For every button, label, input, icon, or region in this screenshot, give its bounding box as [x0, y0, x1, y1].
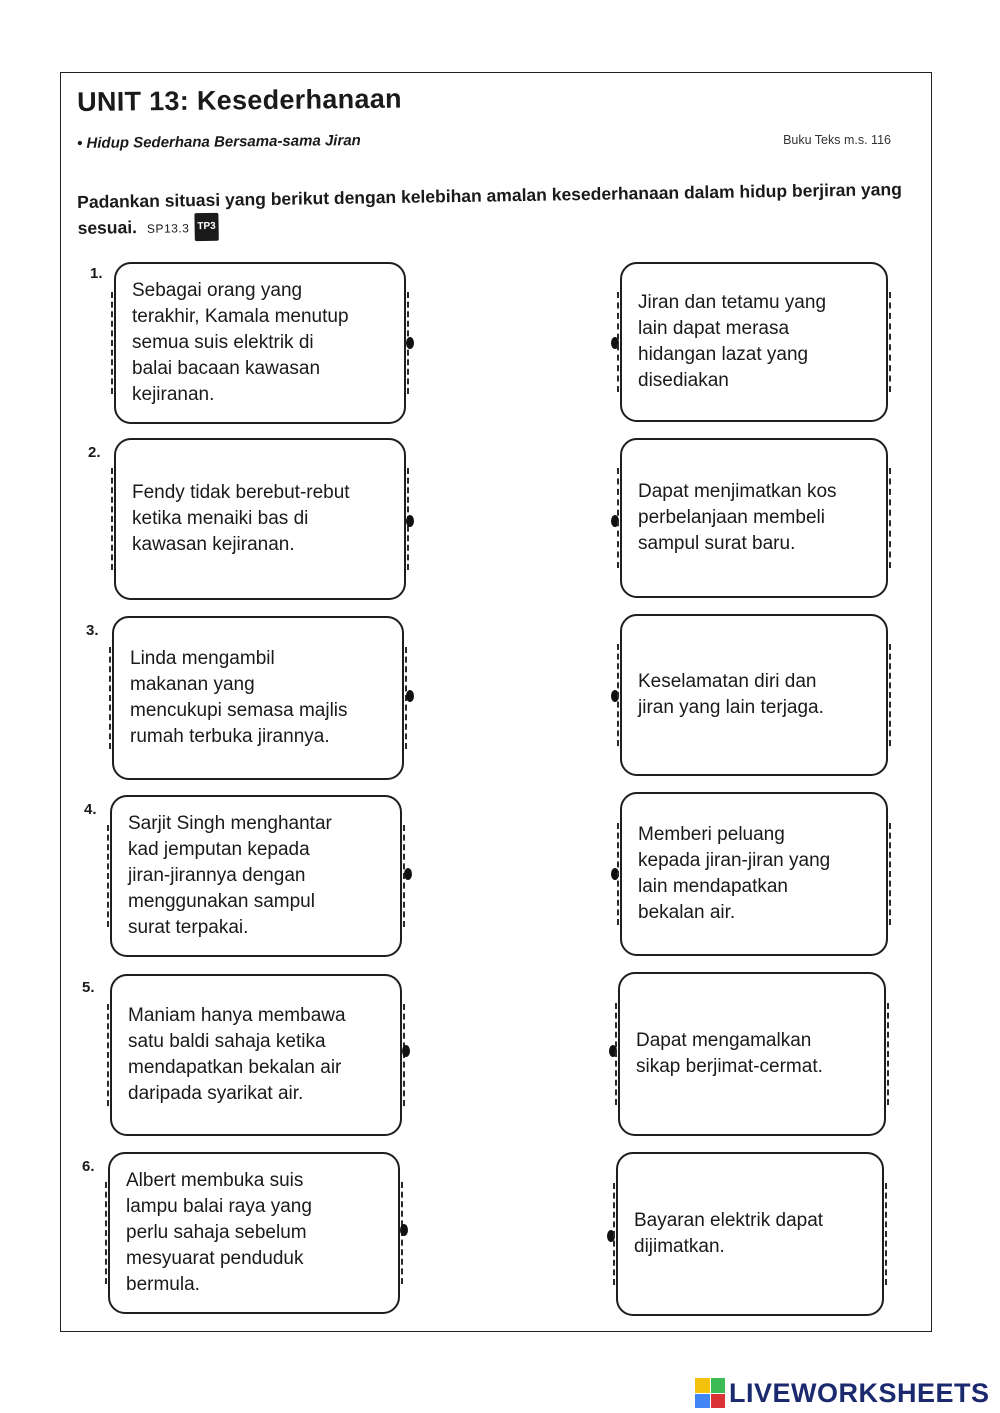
situation-card-2[interactable]: Fendy tidak berebut-rebut ketika menaiki bas di kawasan kejiranan.	[114, 438, 406, 600]
situation-card-4[interactable]: Sarjit Singh menghantar kad jemputan kepada jiran-jirannya dengan menggunakan sampul surat terpakai.	[110, 795, 402, 957]
benefit-card-3[interactable]: Keselamatan diri dan jiran yang lain terjaga.	[620, 614, 888, 776]
item-number-5: 5.	[82, 979, 95, 996]
situation-card-5[interactable]: Maniam hanya membawa satu baldi sahaja ketika mendapatkan bekalan air daripada syarikat air.	[110, 974, 402, 1136]
textbook-reference: Buku Teks m.s. 116	[783, 133, 891, 147]
item-number-6: 6.	[82, 1158, 95, 1175]
standard-code: SP13.3	[146, 221, 190, 236]
benefit-card-6[interactable]: Bayaran elektrik dapat dijimatkan.	[616, 1152, 884, 1316]
match-dot-left-6[interactable]	[400, 1224, 408, 1236]
benefit-card-1[interactable]: Jiran dan tetamu yang lain dapat merasa hidangan lazat yang disediakan	[620, 262, 888, 422]
instruction	[77, 176, 908, 243]
subtopic: • Hidup Sederhana Bersama-sama Jiran	[77, 132, 361, 152]
brand-name: LIVEWORKSHEETS	[729, 1377, 990, 1408]
liveworksheets-brand[interactable]	[695, 1378, 990, 1408]
situation-card-3[interactable]: Linda mengambil makanan yang mencukupi semasa majlis rumah terbuka jirannya.	[112, 616, 404, 780]
match-dot-left-1[interactable]	[406, 337, 414, 349]
match-dot-left-2[interactable]	[406, 515, 414, 527]
match-dot-left-3[interactable]	[406, 690, 414, 702]
situation-card-6[interactable]: Albert membuka suis lampu balai raya yang perlu sahaja sebelum mesyuarat penduduk bermula.	[108, 1152, 400, 1314]
item-number-3: 3.	[86, 622, 99, 639]
item-number-4: 4.	[84, 801, 97, 818]
benefit-card-2[interactable]: Dapat menjimatkan kos perbelanjaan membeli sampul surat baru.	[620, 438, 888, 598]
item-number-1: 1.	[90, 265, 103, 282]
instruction-text: Padankan situasi yang berikut dengan kelebihan amalan kesederhanaan dalam hidup berjiran yang sesuai.	[77, 179, 902, 238]
unit-title: UNIT 13: Kesederhanaan	[77, 83, 403, 117]
tp-badge: TP3	[194, 213, 219, 241]
benefit-card-4[interactable]: Memberi peluang kepada jiran-jiran yang lain mendapatkan bekalan air.	[620, 792, 888, 956]
match-dot-left-4[interactable]	[404, 868, 412, 880]
item-number-2: 2.	[88, 444, 101, 461]
match-dot-left-5[interactable]	[402, 1045, 410, 1057]
situation-card-1[interactable]: Sebagai orang yang terakhir, Kamala menutup semua suis elektrik di balai bacaan kawasan kejiranan.	[114, 262, 406, 424]
benefit-card-5[interactable]: Dapat mengamalkan sikap berjimat-cermat.	[618, 972, 886, 1136]
liveworksheets-logo-icon	[695, 1378, 725, 1408]
